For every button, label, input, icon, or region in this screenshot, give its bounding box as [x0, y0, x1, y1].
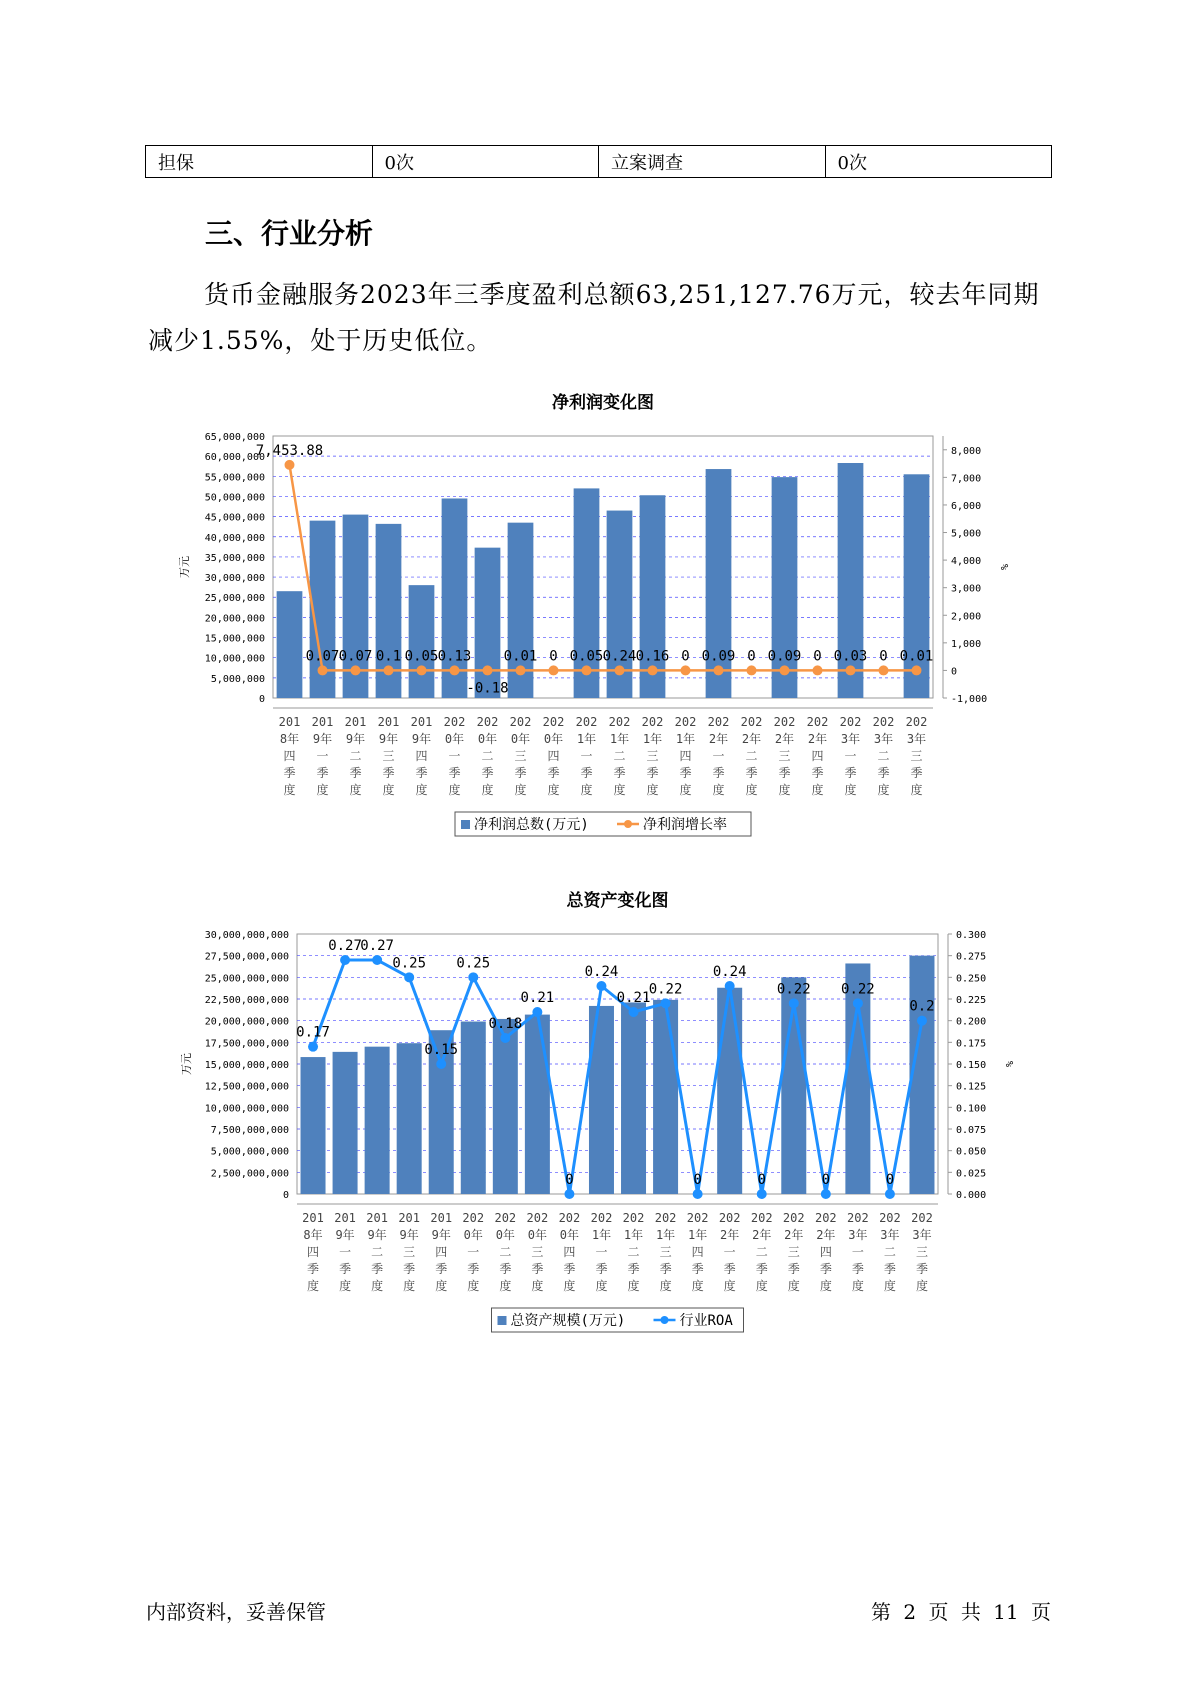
x-tick-label: 201 8年四季度: [302, 1211, 324, 1293]
legend-label: 净利润总数(万元): [474, 817, 589, 833]
line-point: [596, 981, 606, 991]
x-tick-label: 202 1年一季度: [590, 1211, 613, 1293]
y-tick-left: 5,000,000,000: [210, 1146, 289, 1158]
data-label: 0.2: [909, 998, 935, 1015]
line-point: [564, 1189, 574, 1199]
chart-title: 总资产变化图: [566, 891, 669, 911]
bar: [277, 591, 303, 698]
data-label: 0.05: [404, 648, 439, 665]
y-tick-left: 15,000,000: [204, 633, 265, 645]
data-label: 0.22: [776, 981, 811, 998]
line-point: [747, 665, 757, 675]
data-label: -0.18: [466, 680, 509, 697]
y-tick-right: 0.125: [956, 1081, 987, 1093]
line-point: [516, 665, 526, 675]
data-label: 0.27: [328, 938, 362, 954]
y-tick-left: 20,000,000: [204, 613, 265, 625]
line-point: [582, 665, 592, 675]
line-point: [450, 665, 460, 675]
y-tick-right: 0.150: [956, 1060, 987, 1071]
y-tick-right: 0.100: [956, 1103, 987, 1115]
data-label: 0.07: [305, 648, 340, 665]
y-tick-right: 0.075: [956, 1125, 987, 1136]
line-point: [725, 981, 735, 991]
bar: [397, 1043, 422, 1194]
data-label: 0.21: [520, 990, 555, 1006]
x-tick-label: 202 2年四季度: [806, 715, 829, 797]
data-label: 0: [681, 648, 690, 665]
y-tick-right: 0.025: [956, 1168, 987, 1180]
y-tick-right: 0.200: [956, 1016, 987, 1028]
chart-title: 净利润变化图: [552, 393, 654, 413]
y-tick-left: 30,000,000,000: [204, 930, 289, 941]
x-tick-label: 202 2年一季度: [718, 1211, 741, 1293]
y-tick-left: 15,000,000,000: [204, 1060, 289, 1071]
y-tick-left: 10,000,000,000: [204, 1103, 289, 1115]
x-tick-label: 201 9年二季度: [366, 1211, 388, 1293]
data-label: 0.25: [392, 955, 427, 972]
x-tick-label: 201 9年一季度: [311, 715, 334, 797]
legend-label: 总资产规模(万元): [510, 1313, 626, 1329]
data-label: 0.15: [424, 1042, 459, 1058]
footer-page-number: 第 2 页 共 11 页: [871, 1600, 1051, 1624]
line-point: [318, 665, 328, 675]
data-label: 0.16: [635, 648, 670, 665]
y-tick-left: 25,000,000: [204, 593, 265, 605]
data-label: 0.24: [602, 648, 637, 665]
bar: [333, 1052, 358, 1194]
x-tick-label: 202 3年三季度: [905, 715, 928, 797]
data-label: 0.01: [503, 648, 538, 665]
bar: [475, 548, 501, 698]
y-tick-right: 1,000: [951, 638, 982, 650]
y-tick-left: 60,000,000: [204, 452, 265, 464]
line-point: [532, 1007, 542, 1017]
line-point: [879, 665, 889, 675]
data-label: 0: [693, 1172, 702, 1188]
line-point: [417, 665, 427, 675]
x-tick-label: 201 8年四季度: [278, 715, 301, 797]
x-tick-label: 202 0年四季度: [542, 715, 565, 797]
data-label: 0: [821, 1172, 831, 1188]
legend-label: 净利润增长率: [643, 817, 727, 833]
y-tick-left: 7,500,000,000: [210, 1125, 289, 1136]
data-label: 0.27: [360, 938, 394, 954]
x-tick-label: 201 9年二季度: [344, 715, 367, 797]
line-point: [780, 665, 790, 675]
y-tick-left: 22,500,000,000: [204, 995, 289, 1006]
line-point: [648, 665, 658, 675]
bar: [301, 1057, 326, 1194]
x-tick-label: 201 9年四季度: [430, 1211, 453, 1293]
x-tick-label: 202 0年二季度: [494, 1211, 517, 1293]
legend-bar-swatch: [461, 820, 470, 829]
y-tick-left: 30,000,000: [204, 573, 265, 585]
y-tick-left: 0: [282, 1190, 289, 1201]
x-tick-label: 202 3年二季度: [872, 715, 895, 797]
y-tick-right: 7,000: [951, 473, 982, 485]
data-label: 0: [885, 1172, 895, 1188]
y-tick-left: 20,000,000,000: [204, 1016, 289, 1028]
y-tick-right: 0: [951, 666, 958, 678]
footer-confidential: 内部资料，妥善保管: [146, 1600, 326, 1624]
x-tick-label: 202 0年三季度: [509, 715, 532, 797]
data-label: 0: [757, 1172, 766, 1188]
x-tick-label: 202 0年一季度: [462, 1211, 485, 1293]
bar: [461, 1022, 486, 1194]
y-tick-right: 0.275: [956, 951, 987, 963]
bar: [653, 1000, 678, 1194]
data-label: 0.18: [488, 1016, 523, 1032]
line-point: [372, 955, 382, 965]
x-tick-label: 202 0年四季度: [558, 1211, 581, 1293]
x-tick-label: 202 1年二季度: [622, 1211, 645, 1293]
line-point: [483, 665, 493, 675]
line-point: [629, 1007, 639, 1017]
legend-line-marker: [661, 1316, 669, 1324]
line-point: [917, 1016, 927, 1026]
legend-bar-swatch: [498, 1316, 507, 1325]
y-axis-label-right: %: [998, 563, 1009, 571]
bar: [409, 585, 435, 698]
total-assets-chart: [0, 880, 1191, 1340]
x-tick-label: 202 1年四季度: [674, 715, 697, 797]
section-title: 三、行业分析: [205, 217, 374, 250]
bar: [845, 963, 870, 1194]
table-cell: 立案调查: [599, 146, 826, 178]
data-label: 0: [813, 648, 822, 665]
line-point: [308, 1042, 318, 1052]
line-point: [912, 665, 922, 675]
x-tick-label: 201 9年三季度: [377, 715, 400, 797]
bar: [621, 1002, 646, 1194]
y-tick-left: 27,500,000,000: [204, 951, 289, 963]
y-tick-left: 45,000,000: [204, 512, 265, 524]
line-point: [615, 665, 625, 675]
y-tick-left: 12,500,000,000: [204, 1081, 289, 1093]
y-tick-left: 40,000,000: [204, 532, 265, 544]
data-label: 0.09: [767, 648, 802, 665]
y-axis-label-left: 万元: [178, 556, 191, 578]
line-point: [789, 998, 799, 1008]
line-point: [853, 998, 863, 1008]
x-tick-label: 202 3年一季度: [839, 715, 862, 797]
y-tick-right: 4,000: [951, 556, 982, 568]
x-tick-label: 202 1年二季度: [608, 715, 631, 797]
table-row: [146, 146, 1052, 178]
line-point: [846, 665, 856, 675]
y-tick-right: 0.250: [956, 973, 987, 985]
x-tick-label: 202 0年一季度: [443, 715, 466, 797]
line-point: [468, 972, 478, 982]
bar: [772, 477, 798, 698]
x-tick-label: 202 2年二季度: [740, 715, 763, 797]
x-tick-label: 202 2年三季度: [773, 715, 796, 797]
y-tick-left: 2,500,000,000: [210, 1168, 289, 1180]
line-point: [549, 665, 559, 675]
x-tick-label: 202 1年三季度: [641, 715, 664, 797]
line-point: [681, 665, 691, 675]
table-cell: 0次: [372, 146, 599, 178]
net-profit-chart: [0, 380, 1191, 850]
data-label: 0.24: [712, 964, 747, 980]
line-point: [285, 460, 295, 470]
data-label: 0.1: [375, 648, 402, 665]
y-tick-left: 65,000,000: [204, 432, 265, 443]
table-cell: 0次: [825, 146, 1052, 178]
analysis-paragraph: 货币金融服务2023年三季度盈利总额63,251,127.76万元，较去年同期减少1.55%，处于历史低位。: [148, 280, 1040, 355]
x-tick-label: 202 3年三季度: [911, 1211, 933, 1293]
data-label: 0.17: [296, 1024, 330, 1041]
y-tick-right: 6,000: [951, 500, 982, 512]
line-point: [661, 998, 671, 1008]
y-tick-left: 35,000,000: [204, 552, 265, 564]
line-point: [885, 1189, 895, 1199]
data-label: 0.05: [569, 648, 604, 665]
x-tick-label: 202 3年一季度: [847, 1211, 869, 1293]
data-label: 0.21: [616, 990, 651, 1006]
line-point: [500, 1033, 510, 1043]
bar: [525, 1015, 550, 1194]
data-label: 0.13: [437, 648, 472, 665]
legend-label: 行业ROA: [679, 1313, 733, 1329]
table-cell: 担保: [146, 146, 373, 178]
y-tick-right: 2,000: [951, 611, 982, 623]
data-label: 0.22: [841, 981, 875, 998]
data-label: 0.03: [833, 648, 868, 665]
y-tick-right: 0.175: [956, 1038, 987, 1050]
y-tick-left: 25,000,000,000: [204, 973, 289, 985]
x-tick-label: 202 2年三季度: [782, 1211, 805, 1293]
line-point: [757, 1189, 767, 1199]
line-point: [436, 1059, 446, 1069]
y-tick-right: 0.300: [956, 930, 987, 941]
y-tick-left: 55,000,000: [204, 472, 265, 484]
data-label: 0.07: [338, 648, 373, 665]
info-table: [145, 145, 1052, 178]
x-tick-label: 201 9年三季度: [398, 1211, 421, 1293]
line-point: [404, 972, 414, 982]
y-tick-right: 0.050: [956, 1146, 987, 1158]
data-label: 0.22: [648, 981, 683, 998]
data-label: 0.25: [456, 955, 491, 972]
bar: [904, 474, 930, 698]
y-tick-left: 10,000,000: [204, 653, 265, 665]
y-tick-right: 5,000: [951, 528, 982, 540]
data-label: 0: [565, 1172, 574, 1188]
line-point: [813, 665, 823, 675]
y-tick-right: 3,000: [951, 583, 982, 595]
x-tick-label: 202 1年四季度: [686, 1211, 709, 1293]
line-point: [351, 665, 361, 675]
y-axis-label-left: 万元: [180, 1053, 193, 1075]
x-tick-label: 202 2年四季度: [814, 1211, 837, 1293]
y-tick-left: 50,000,000: [204, 492, 265, 504]
bar: [717, 988, 742, 1194]
bar: [365, 1047, 390, 1194]
y-tick-right: 0.000: [956, 1190, 987, 1201]
x-tick-label: 202 1年三季度: [654, 1211, 677, 1293]
x-tick-label: 201 9年四季度: [410, 715, 433, 797]
bar: [493, 1019, 518, 1194]
data-label: 0: [747, 648, 756, 665]
y-tick-right: 0.225: [956, 995, 987, 1006]
line-point: [714, 665, 724, 675]
x-tick-label: 201 9年一季度: [334, 1211, 356, 1293]
data-label: 7,453.88: [255, 442, 324, 459]
legend-line-marker: [624, 820, 632, 828]
x-tick-label: 202 3年二季度: [879, 1211, 901, 1293]
data-label: 0.24: [584, 964, 619, 980]
x-tick-label: 202 2年一季度: [707, 715, 730, 797]
x-tick-label: 202 2年二季度: [750, 1211, 773, 1293]
line-point: [384, 665, 394, 675]
y-tick-right: 8,000: [951, 445, 982, 457]
data-label: 0: [879, 648, 888, 665]
data-label: 0: [549, 648, 558, 665]
x-tick-label: 202 0年三季度: [526, 1211, 549, 1293]
y-tick-right: -1,000: [951, 694, 988, 705]
data-label: 0.09: [701, 648, 736, 665]
line-point: [340, 955, 350, 965]
x-tick-label: 202 1年一季度: [575, 715, 598, 797]
y-tick-left: 5,000,000: [210, 673, 265, 685]
y-axis-label-right: %: [1003, 1060, 1014, 1068]
line-point: [693, 1189, 703, 1199]
x-tick-label: 202 0年二季度: [476, 715, 499, 797]
y-tick-left: 17,500,000,000: [204, 1038, 289, 1050]
data-label: 0.01: [899, 648, 934, 665]
line-point: [821, 1189, 831, 1199]
y-tick-left: 0: [258, 694, 265, 705]
